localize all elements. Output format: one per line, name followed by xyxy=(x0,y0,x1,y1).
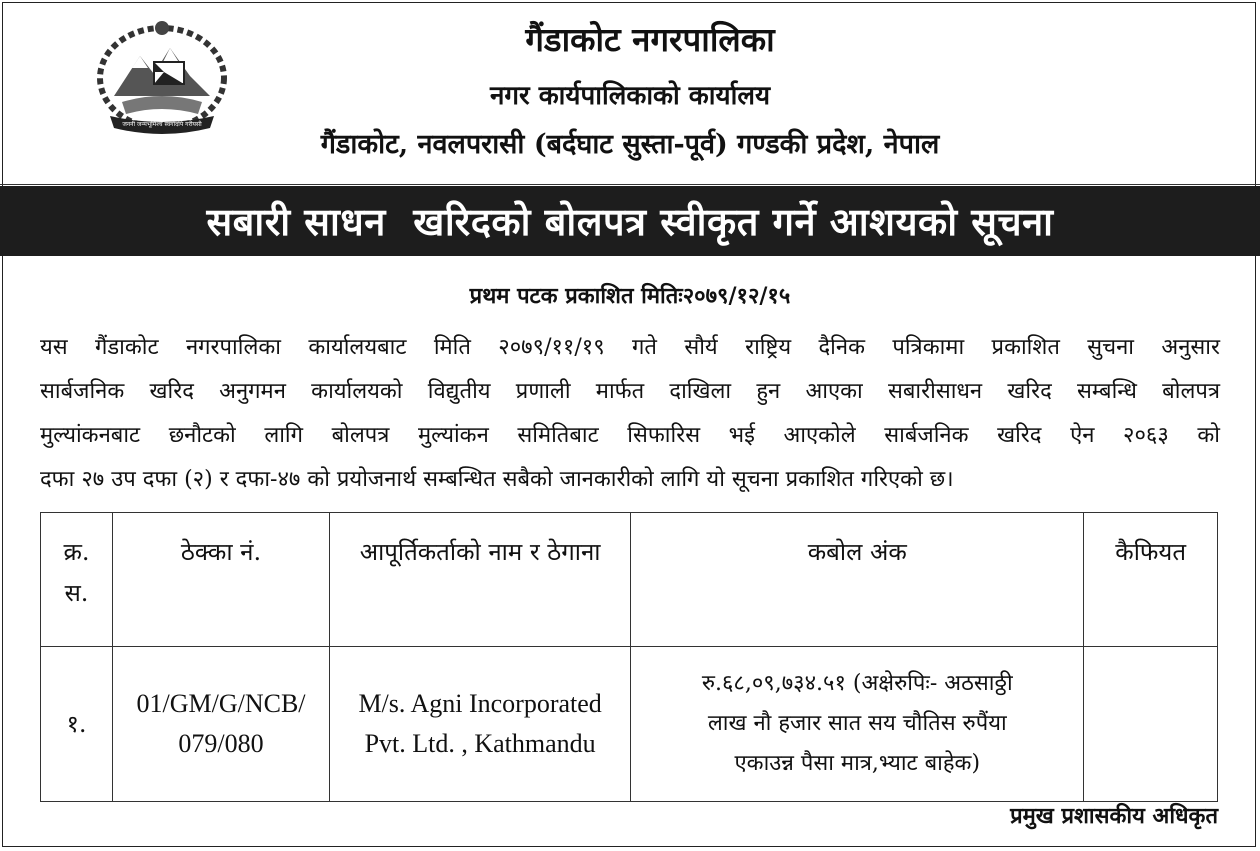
notice-title: सबारी साधन खरिदको बोलपत्र स्वीकृत गर्ने आशयको सूचना xyxy=(206,199,1054,244)
table-row xyxy=(41,647,1218,802)
header-serial: क्र. स. xyxy=(41,513,113,647)
cell-contract-no: 01/GM/G/NCB/ 079/080 xyxy=(113,647,330,802)
emblem-motto: जननी जन्मभूमिश्च स्वर्गादपि गरीयसी xyxy=(122,121,202,128)
office-address: गैंडाकोट, नवलपरासी (बर्दघाट सुस्ता-पूर्व) गण्डकी प्रदेश, नेपाल xyxy=(320,129,940,160)
table-header-row xyxy=(41,513,1218,647)
header-supplier: आपूर्तिकर्ताको नाम र ठेगाना xyxy=(329,513,630,647)
bid-acceptance-table xyxy=(40,512,1218,802)
header-remarks: कैफियत xyxy=(1084,513,1218,647)
cell-supplier: M/s. Agni Incorporated Pvt. Ltd. , Kathmandu xyxy=(329,647,630,802)
municipality-name: गैंडाकोट नगरपालिका xyxy=(525,20,775,59)
cell-remarks xyxy=(1084,647,1218,802)
header-contract-no: ठेक्का नं. xyxy=(113,513,330,647)
notice-body-line: सार्बजनिक खरिद अनुगमन कार्यालयको विद्युतीय प्रणाली मार्फत दाखिला हुन आएका सबारीसाधन खरिद सम्बन्धि बोलपत्र xyxy=(40,379,1220,404)
office-name: नगर कार्यपालिकाको कार्यालय xyxy=(489,81,771,111)
publication-date: प्रथम पटक प्रकाशित मितिः२०७९/१२/१५ xyxy=(469,283,791,309)
header-divider xyxy=(0,184,1260,185)
cell-serial: १. xyxy=(41,647,113,802)
notice-body-line: यस गैंडाकोट नगरपालिका कार्यालयबाट मिति २०७९/११/१९ गते सौर्य राष्ट्रिय दैनिक पत्रिकामा प्रकाशित सुचना अनुसार xyxy=(40,335,1220,360)
notice-body-line: दफा २७ उप दफा (२) र दफा-४७ को प्रयोजनार्थ सम्बन्धित सबैको जानकारीको लागि यो सूचना प्रकाशित गरिएको छ। xyxy=(40,467,954,492)
notice-body-line: मुल्यांकनबाट छनौटको लागि बोलपत्र मुल्यांकन समितिबाट सिफारिस भई आएकोले सार्बजनिक खरिद ऐन २०६३ को xyxy=(40,423,1220,448)
notice-body xyxy=(40,326,1220,502)
header-bid-amount: कबोल अंक xyxy=(631,513,1084,647)
letterhead xyxy=(0,0,1260,185)
cell-bid-amount: रु.६८,०९,७३४.५१ (अक्षेरुपिः- अठसाठ्ठी लाख नौ हजार सात सय चौतिस रुपैंया एकाउन्न पैसा मात्र,भ्याट बाहेक) xyxy=(631,647,1084,802)
signatory-title: प्रमुख प्रशासकीय अधिकृत xyxy=(1010,803,1218,829)
notice-title-banner xyxy=(0,186,1260,256)
